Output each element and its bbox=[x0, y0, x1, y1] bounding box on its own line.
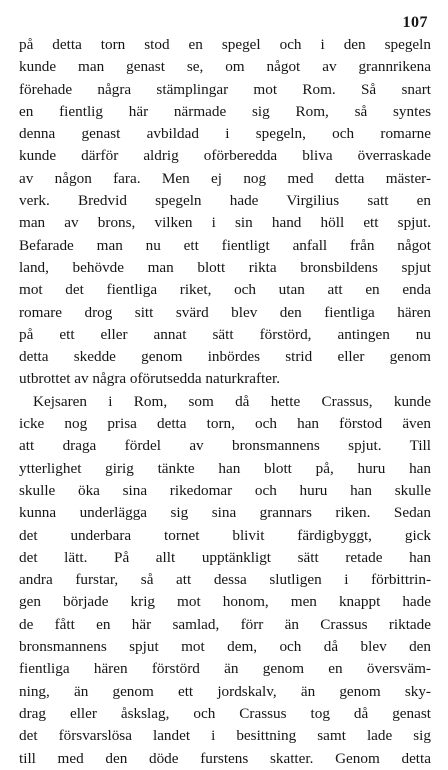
text-line: förehade några stämplingar mot Rom. Så snart bbox=[19, 80, 431, 98]
text-line: utbrottet av några oförutsedda naturkrafter. bbox=[19, 370, 281, 388]
text-line: kunde man genast se, om något av grannrikena bbox=[19, 58, 431, 76]
text-line: gen började krig mot honom, men knappt hade bbox=[19, 593, 431, 611]
text-line: andra furstar, så att dessa slutligen i förbittrin- bbox=[19, 571, 431, 589]
text-line: ytterlighet girig tänkte han blott på, huru han bbox=[19, 459, 431, 477]
text-line: på ett eller annat sätt förstörd, antingen nu bbox=[19, 325, 431, 343]
text-line: ning, än genom ett jordskalv, än genom sky- bbox=[19, 682, 431, 700]
paragraph-2 bbox=[19, 391, 431, 770]
text-line: att draga fördel av bronsmannens spjut. Till bbox=[19, 437, 431, 455]
text-line: Kejsaren i Rom, som då hette Crassus, kunde bbox=[33, 392, 431, 410]
text-line: land, behövde man blott rikta bronsbildens spjut bbox=[19, 258, 431, 276]
text-line: drag eller åskslag, och Crassus tog då genast bbox=[19, 704, 431, 722]
text-line: romare drog sitt svärd blev den fientliga hären bbox=[19, 303, 431, 321]
text-line: kunna underlägga sig sina grannars riken. Sedan bbox=[19, 504, 431, 522]
text-line: till med den döde furstens skatter. Genom detta bbox=[19, 749, 431, 767]
text-line: Befarade man nu ett fientligt anfall från något bbox=[19, 236, 431, 254]
text-line: mot det fientliga riket, och utan att en enda bbox=[19, 281, 431, 299]
page-number: 107 bbox=[402, 14, 428, 31]
text-line: denna genast avbildad i spegeln, och romarne bbox=[19, 125, 431, 143]
text-line: fientliga hären förstörd än genom en översväm- bbox=[19, 660, 431, 678]
text-line: av någon fara. Men ej nog med detta mäster- bbox=[19, 169, 431, 187]
text-line: verk. Bredvid spegeln hade Virgilius satt en bbox=[19, 192, 431, 210]
paragraph-1 bbox=[19, 34, 431, 391]
text-line: skulle öka sina rikedomar och huru han skulle bbox=[19, 481, 431, 499]
text-line: bronsmannens spjut mot dem, och då blev den bbox=[19, 638, 431, 656]
text-line: det försvarslösa landet i besittning samt lade sig bbox=[19, 727, 431, 745]
body-text bbox=[19, 34, 431, 770]
text-line: icke nog prisa detta torn, och han förstod även bbox=[19, 415, 431, 433]
text-line: det underbara tornet blivit färdigbyggt, gick bbox=[19, 526, 431, 544]
text-line: de fått en här samlad, förr än Crassus riktade bbox=[19, 615, 431, 633]
text-line: detta skedde genom inbördes strid eller genom bbox=[19, 348, 431, 366]
text-line: man av brons, vilken i sin hand höll ett spjut. bbox=[19, 214, 431, 232]
text-line: kunde därför aldrig oförberedda bliva överraskade bbox=[19, 147, 431, 165]
text-line: det lätt. På allt upptänkligt sätt retade han bbox=[19, 548, 431, 566]
text-line: på detta torn stod en spegel och i den spegeln bbox=[19, 36, 431, 53]
text-line: en fientlig här närmade sig Rom, så syntes bbox=[19, 102, 431, 120]
